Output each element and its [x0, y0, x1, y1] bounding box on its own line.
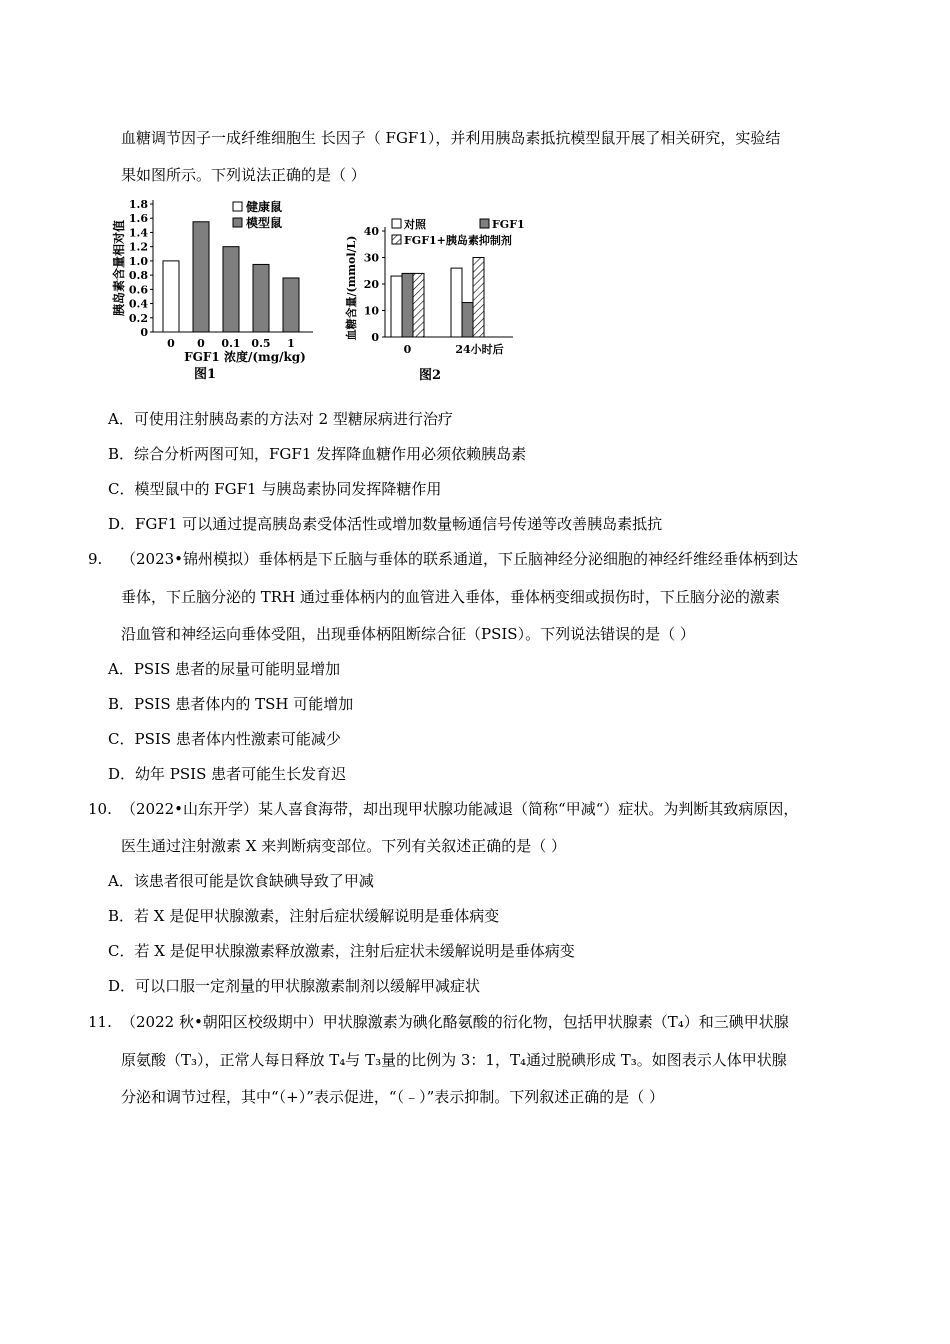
chart2-legend-swatch: [392, 235, 401, 244]
q8-option-c: C．模型鼠中的 FGF1 与胰岛素协同发挥降糖作用: [108, 480, 442, 498]
chart1-ytick-label: 1.0: [128, 254, 148, 268]
chart1-xtick-label: 0: [167, 337, 175, 350]
chart2-bar: [473, 258, 484, 338]
chart2-title: 图2: [418, 368, 442, 383]
chart2-legend-label: FGF1: [492, 218, 525, 231]
chart2-bar: [462, 303, 473, 337]
q9-option-b: B．PSIS 患者体内的 TSH 可能增加: [108, 695, 354, 713]
chart2-legend-label: 对照: [404, 218, 426, 231]
chart1-legend-swatch: [233, 218, 242, 227]
q9-option-a: A．PSIS 患者的尿量可能明显增加: [108, 660, 341, 678]
chart1-ytick-label: 0.6: [128, 283, 148, 297]
q9-stem-line2: 垂体，下丘脑分泌的 TRH 通过垂体柄内的血管进入垂体，垂体柄变细或损伤时，下丘脑分泌的激素: [121, 588, 780, 606]
chart1-xtick-label: 1: [287, 337, 295, 350]
q9-stem-line1: （2023•锦州模拟）垂体柄是下丘脑与垂体的联系通道，下丘脑神经分泌细胞的神经纤维经垂体柄到达: [121, 550, 799, 568]
figure-1: [105, 197, 320, 391]
chart2-legend-swatch: [480, 219, 489, 228]
chart1-legend-label: 模型鼠: [246, 216, 283, 230]
chart1-bar: [193, 222, 209, 332]
chart2-ytick-label: 30: [363, 251, 379, 265]
chart1-bar: [253, 264, 269, 332]
chart1-ytick-label: 0.4: [128, 297, 148, 311]
chart1-bar: [223, 247, 239, 332]
chart1-bar: [283, 278, 299, 332]
q10-number: 10.: [88, 800, 112, 818]
q8-option-a: A．可使用注射胰岛素的方法对 2 型糖尿病进行治疗: [108, 410, 453, 428]
q11-stem-line2: 原氨酸（T₃），正常人每日释放 T₄与 T₃量的比例为 3：1，T₄通过脱碘形成 T₃。如图表示人体甲状腺: [121, 1051, 787, 1069]
q10-option-a: A．该患者很可能是饮食缺碘导致了甲减: [108, 872, 374, 890]
chart1-bar: [163, 261, 179, 332]
chart1-title: 图1: [193, 367, 217, 382]
q10-stem-line2: 医生通过注射激素 X 来判断病变部位。下列有关叙述正确的是（ ）: [121, 837, 566, 855]
chart1-ytick-label: 1.8: [128, 198, 148, 211]
chart2-xtick-label: 0: [403, 343, 412, 356]
q10-option-b: B．若 X 是促甲状腺激素，注射后症状缓解说明是垂体病变: [108, 907, 500, 925]
chart2-bar: [402, 273, 413, 337]
chart2-bar: [451, 268, 462, 337]
q8-option-d: D．FGF1 可以通过提高胰岛素受体活性或增加数量畅通信号传递等改善胰岛素抵抗: [108, 515, 663, 533]
q11-number: 11.: [88, 1013, 112, 1031]
chart1-legend-label: 健康鼠: [246, 200, 283, 214]
q10-option-d: D．可以口服一定剂量的甲状腺激素制剂以缓解甲减症状: [108, 977, 481, 995]
chart2-legend-swatch: [392, 219, 401, 228]
chart2-legend-label: FGF1+胰岛素抑制剂: [404, 234, 512, 247]
figure-1-chart: [105, 197, 320, 387]
chart2-ytick-label: 20: [363, 278, 379, 291]
q8-stem-line2: 果如图所示。下列说法正确的是（ ）: [121, 166, 366, 184]
chart1-legend-swatch: [233, 202, 242, 211]
q11-stem-line1: （2022 秋•朝阳区校级期中）甲状腺激素为碘化酪氨酸的衍化物，包括甲状腺素（T₄）和三碘甲状腺: [121, 1013, 789, 1031]
q8-stem-line1: 血糖调节因子一成纤维细胞生 长因子（ FGF1），并利用胰岛素抵抗模型鼠开展了相关研究，实验结: [121, 129, 781, 147]
chart1-xtick-label: 0.5: [251, 337, 271, 350]
q10-option-c: C．若 X 是促甲状腺激素释放激素，注射后症状未缓解说明是垂体病变: [108, 942, 575, 960]
chart2-ytick-label: 40: [363, 225, 379, 238]
q8-option-b: B．综合分析两图可知，FGF1 发挥降血糖作用必须依赖胰岛素: [108, 445, 527, 463]
q9-stem-line3: 沿血管和神经运向垂体受阻，出现垂体柄阻断综合征（PSIS）。下列说法错误的是（ ）: [121, 625, 695, 643]
chart2-ytick-label: 0: [371, 331, 379, 344]
chart2-bar: [413, 273, 424, 337]
q9-number: 9.: [88, 550, 103, 568]
chart1-xlabel: FGF1 浓度/(mg/kg): [184, 350, 306, 364]
chart1-ytick-label: 0.8: [128, 269, 148, 283]
chart1-xtick-label: 0.1: [221, 337, 241, 350]
chart1-ytick-label: 1.6: [128, 212, 148, 226]
chart1-ylabel: 胰岛素含量相对值: [112, 219, 126, 317]
chart1-ytick-label: 1.4: [128, 226, 148, 240]
q9-option-c: C．PSIS 患者体内性激素可能减少: [108, 730, 341, 748]
chart1-ytick-label: 0: [140, 326, 148, 339]
chart2-xtick-label: 24小时后: [455, 343, 504, 356]
q10-stem-line1: （2022•山东开学）某人喜食海带，却出现甲状腺功能减退（简称“甲减“）症状。为判断其致病原因，: [121, 800, 799, 818]
chart2-ytick-label: 10: [363, 304, 379, 318]
q9-option-d: D．幼年 PSIS 患者可能生长发育迟: [108, 765, 347, 783]
chart2-bar: [391, 276, 402, 337]
chart1-xtick-label: 0: [197, 337, 205, 350]
chart1-ytick-label: 0.2: [128, 311, 148, 325]
chart1-ytick-label: 1.2: [128, 240, 148, 254]
chart2-ylabel: 血糖含量/(mmol/L): [345, 235, 358, 341]
figure-2: [340, 200, 540, 391]
figure-2-chart: [340, 200, 540, 387]
q11-stem-line3: 分泌和调节过程，其中“（+）”表示促进，“（﹣）”表示抑制。下列叙述正确的是（ ）: [121, 1088, 665, 1106]
